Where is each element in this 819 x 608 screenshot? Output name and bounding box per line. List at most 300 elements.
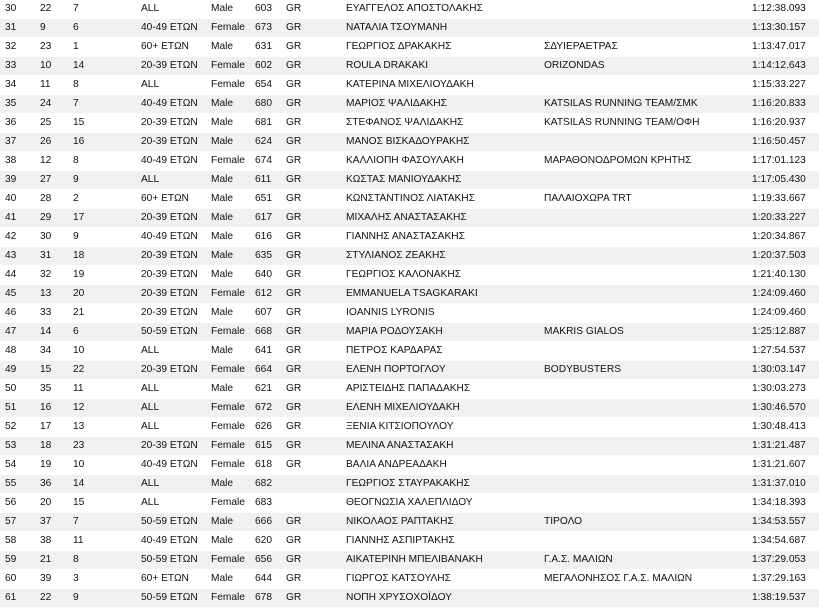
cell-club: [544, 76, 752, 95]
cell-runner-name: ΚΑΛΛΙΟΠΗ ΦΑΣΟΥΛΑΚΗ: [346, 152, 544, 171]
cell-category-position: 22: [73, 361, 141, 380]
cell-overall-position: 30: [0, 0, 40, 19]
cell-club: [544, 133, 752, 152]
cell-gender: Male: [211, 171, 255, 190]
cell-nationality: GR: [286, 152, 346, 171]
cell-nationality: GR: [286, 19, 346, 38]
cell-gender-position: 34: [40, 342, 73, 361]
cell-runner-name: ΕΛΕΝΗ ΠΟΡΤΟΓΛΟΥ: [346, 361, 544, 380]
table-row: [0, 76, 819, 95]
cell-category: ALL: [141, 171, 211, 190]
cell-category: ALL: [141, 418, 211, 437]
cell-runner-name: ΚΩΣΤΑΣ ΜΑΝΙΟΥΔΑΚΗΣ: [346, 171, 544, 190]
table-row: [0, 228, 819, 247]
cell-gender: Female: [211, 285, 255, 304]
cell-runner-name: ΝΑΤΑΛΙΑ ΤΣΟΥΜΑΝΗ: [346, 19, 544, 38]
cell-bib-number: 620: [255, 532, 286, 551]
cell-category: 50-59 ΕΤΩΝ: [141, 323, 211, 342]
cell-category-position: 16: [73, 133, 141, 152]
cell-gender-position: 10: [40, 57, 73, 76]
cell-category-position: 15: [73, 114, 141, 133]
table-row: [0, 285, 819, 304]
cell-category: 60+ ΕΤΩΝ: [141, 570, 211, 589]
cell-overall-position: 31: [0, 19, 40, 38]
cell-overall-position: 48: [0, 342, 40, 361]
cell-gender-position: 30: [40, 228, 73, 247]
cell-gender-position: 29: [40, 209, 73, 228]
cell-finish-time: 1:30:03.147: [752, 361, 819, 380]
cell-club: [544, 437, 752, 456]
cell-nationality: GR: [286, 418, 346, 437]
cell-club: [544, 342, 752, 361]
cell-category-position: 7: [73, 0, 141, 19]
cell-category: 20-39 ΕΤΩΝ: [141, 266, 211, 285]
cell-bib-number: 672: [255, 399, 286, 418]
cell-category-position: 10: [73, 342, 141, 361]
cell-gender: Male: [211, 380, 255, 399]
cell-overall-position: 44: [0, 266, 40, 285]
cell-category: 40-49 ΕΤΩΝ: [141, 532, 211, 551]
cell-bib-number: 615: [255, 437, 286, 456]
cell-gender-position: 38: [40, 532, 73, 551]
cell-nationality: GR: [286, 133, 346, 152]
cell-category-position: 6: [73, 323, 141, 342]
cell-bib-number: 651: [255, 190, 286, 209]
cell-category-position: 17: [73, 209, 141, 228]
cell-gender: Female: [211, 19, 255, 38]
cell-nationality: GR: [286, 342, 346, 361]
cell-gender-position: 9: [40, 19, 73, 38]
cell-category-position: 8: [73, 551, 141, 570]
cell-bib-number: 602: [255, 57, 286, 76]
table-row: [0, 95, 819, 114]
cell-club: [544, 0, 752, 19]
cell-nationality: GR: [286, 266, 346, 285]
cell-nationality: GR: [286, 361, 346, 380]
cell-gender: Male: [211, 342, 255, 361]
cell-finish-time: 1:34:18.393: [752, 494, 819, 513]
cell-gender: Male: [211, 38, 255, 57]
cell-overall-position: 52: [0, 418, 40, 437]
cell-nationality: GR: [286, 513, 346, 532]
cell-finish-time: 1:30:48.413: [752, 418, 819, 437]
cell-category: 20-39 ΕΤΩΝ: [141, 209, 211, 228]
cell-nationality: GR: [286, 532, 346, 551]
cell-category: 20-39 ΕΤΩΝ: [141, 133, 211, 152]
cell-club: [544, 494, 752, 513]
cell-category: 20-39 ΕΤΩΝ: [141, 285, 211, 304]
cell-overall-position: 42: [0, 228, 40, 247]
cell-overall-position: 41: [0, 209, 40, 228]
cell-club: [544, 247, 752, 266]
cell-club: Γ.Α.Σ. ΜΑΛΙΩΝ: [544, 551, 752, 570]
cell-runner-name: ΓΙΑΝΝΗΣ ΑΝΑΣΤΑΣΑΚΗΣ: [346, 228, 544, 247]
table-row: [0, 209, 819, 228]
cell-category-position: 18: [73, 247, 141, 266]
cell-nationality: GR: [286, 380, 346, 399]
cell-overall-position: 58: [0, 532, 40, 551]
cell-category: ALL: [141, 494, 211, 513]
cell-club: [544, 399, 752, 418]
cell-club: [544, 304, 752, 323]
cell-runner-name: ROULA DRAKAKI: [346, 57, 544, 76]
cell-runner-name: ΚΑΤΕΡΙΝΑ ΜΙΧΕΛΙΟΥΔΑΚΗ: [346, 76, 544, 95]
cell-gender-position: 20: [40, 494, 73, 513]
cell-gender-position: 26: [40, 133, 73, 152]
cell-gender-position: 31: [40, 247, 73, 266]
cell-club: [544, 532, 752, 551]
cell-overall-position: 33: [0, 57, 40, 76]
cell-nationality: GR: [286, 209, 346, 228]
cell-finish-time: 1:21:40.130: [752, 266, 819, 285]
cell-finish-time: 1:37:29.163: [752, 570, 819, 589]
cell-gender: Female: [211, 494, 255, 513]
cell-category-position: 12: [73, 399, 141, 418]
table-row: [0, 418, 819, 437]
cell-nationality: GR: [286, 76, 346, 95]
cell-overall-position: 34: [0, 76, 40, 95]
cell-gender-position: 28: [40, 190, 73, 209]
cell-runner-name: ΚΩΝΣΤΑΝΤΙΝΟΣ ΛΙΑΤΑΚΗΣ: [346, 190, 544, 209]
cell-gender: Female: [211, 551, 255, 570]
cell-runner-name: ΑΡΙΣΤΕΙΔΗΣ ΠΑΠΑΔΑΚΗΣ: [346, 380, 544, 399]
cell-club: [544, 171, 752, 190]
cell-category-position: 14: [73, 475, 141, 494]
table-row: [0, 494, 819, 513]
cell-gender-position: 22: [40, 589, 73, 608]
cell-category: ALL: [141, 380, 211, 399]
cell-overall-position: 54: [0, 456, 40, 475]
cell-gender: Male: [211, 570, 255, 589]
cell-club: ΣΔΥΙΕΡΑΕΤΡΑΣ: [544, 38, 752, 57]
cell-overall-position: 35: [0, 95, 40, 114]
cell-category: ALL: [141, 475, 211, 494]
cell-runner-name: IOANNIS LYRONIS: [346, 304, 544, 323]
table-row: [0, 361, 819, 380]
cell-category: 20-39 ΕΤΩΝ: [141, 304, 211, 323]
table-row: [0, 513, 819, 532]
cell-gender: Female: [211, 323, 255, 342]
cell-runner-name: ΒΑΛΙΑ ΑΝΔΡΕΑΔΑΚΗ: [346, 456, 544, 475]
cell-gender: Male: [211, 475, 255, 494]
cell-club: [544, 380, 752, 399]
cell-bib-number: 656: [255, 551, 286, 570]
cell-nationality: GR: [286, 57, 346, 76]
cell-overall-position: 61: [0, 589, 40, 608]
cell-bib-number: 640: [255, 266, 286, 285]
table-row: [0, 247, 819, 266]
cell-overall-position: 37: [0, 133, 40, 152]
cell-bib-number: 681: [255, 114, 286, 133]
cell-category: ALL: [141, 76, 211, 95]
cell-bib-number: 674: [255, 152, 286, 171]
cell-finish-time: 1:34:54.687: [752, 532, 819, 551]
table-row: [0, 57, 819, 76]
cell-gender-position: 19: [40, 456, 73, 475]
cell-club: ΜΑΡΑΘΟΝΟΔΡΟΜΩΝ ΚΡΗΤΗΣ: [544, 152, 752, 171]
cell-gender: Female: [211, 399, 255, 418]
cell-bib-number: 603: [255, 0, 286, 19]
cell-bib-number: 635: [255, 247, 286, 266]
cell-nationality: GR: [286, 95, 346, 114]
table-row: [0, 19, 819, 38]
cell-gender-position: 35: [40, 380, 73, 399]
cell-nationality: GR: [286, 304, 346, 323]
cell-gender-position: 17: [40, 418, 73, 437]
cell-bib-number: 631: [255, 38, 286, 57]
cell-nationality: [286, 475, 346, 494]
cell-runner-name: ΕΥΑΓΓΕΛΟΣ ΑΠΟΣΤΟΛΑΚΗΣ: [346, 0, 544, 19]
cell-bib-number: 666: [255, 513, 286, 532]
cell-club: [544, 475, 752, 494]
cell-gender-position: 33: [40, 304, 73, 323]
cell-category: ALL: [141, 342, 211, 361]
cell-runner-name: ΜΙΧΑΛΗΣ ΑΝΑΣΤΑΣΑΚΗΣ: [346, 209, 544, 228]
cell-club: KATSILAS RUNNING TEAM/ΟΦΗ: [544, 114, 752, 133]
cell-runner-name: ΜΑΝΟΣ ΒΙΣΚΑΔΟΥΡΑΚΗΣ: [346, 133, 544, 152]
cell-overall-position: 59: [0, 551, 40, 570]
cell-gender-position: 25: [40, 114, 73, 133]
cell-bib-number: 617: [255, 209, 286, 228]
cell-overall-position: 40: [0, 190, 40, 209]
cell-finish-time: 1:15:33.227: [752, 76, 819, 95]
table-row: [0, 171, 819, 190]
cell-overall-position: 51: [0, 399, 40, 418]
cell-club: [544, 209, 752, 228]
cell-category: 40-49 ΕΤΩΝ: [141, 228, 211, 247]
cell-finish-time: 1:17:01.123: [752, 152, 819, 171]
cell-finish-time: 1:13:47.017: [752, 38, 819, 57]
cell-bib-number: 644: [255, 570, 286, 589]
table-row: [0, 114, 819, 133]
cell-club: ORIZONDAS: [544, 57, 752, 76]
cell-nationality: GR: [286, 323, 346, 342]
cell-bib-number: 612: [255, 285, 286, 304]
cell-gender-position: 15: [40, 361, 73, 380]
cell-category: 50-59 ΕΤΩΝ: [141, 513, 211, 532]
cell-gender-position: 36: [40, 475, 73, 494]
cell-category-position: 21: [73, 304, 141, 323]
cell-overall-position: 50: [0, 380, 40, 399]
cell-overall-position: 43: [0, 247, 40, 266]
cell-overall-position: 38: [0, 152, 40, 171]
cell-gender: Male: [211, 304, 255, 323]
cell-gender: Male: [211, 133, 255, 152]
cell-gender-position: 18: [40, 437, 73, 456]
cell-nationality: GR: [286, 0, 346, 19]
cell-gender-position: 14: [40, 323, 73, 342]
cell-bib-number: 664: [255, 361, 286, 380]
cell-category: 40-49 ΕΤΩΝ: [141, 456, 211, 475]
cell-overall-position: 36: [0, 114, 40, 133]
cell-overall-position: 39: [0, 171, 40, 190]
cell-club: [544, 228, 752, 247]
cell-bib-number: 680: [255, 95, 286, 114]
cell-category-position: 8: [73, 76, 141, 95]
cell-finish-time: 1:38:19.537: [752, 589, 819, 608]
cell-overall-position: 57: [0, 513, 40, 532]
cell-nationality: GR: [286, 456, 346, 475]
cell-club: ΠΑΛΑΙΟΧΩΡΑ TRT: [544, 190, 752, 209]
cell-runner-name: ΜΑΡΙΑ ΡΟΔΟΥΣΑΚΗ: [346, 323, 544, 342]
cell-category-position: 9: [73, 171, 141, 190]
cell-category-position: 9: [73, 589, 141, 608]
cell-runner-name: ΠΕΤΡΟΣ ΚΑΡΔΑΡΑΣ: [346, 342, 544, 361]
cell-runner-name: ΓΕΩΡΓΙΟΣ ΚΑΛΟΝΑΚΗΣ: [346, 266, 544, 285]
table-row: [0, 342, 819, 361]
cell-bib-number: 678: [255, 589, 286, 608]
cell-category: 20-39 ΕΤΩΝ: [141, 57, 211, 76]
table-row: [0, 532, 819, 551]
cell-category-position: 10: [73, 456, 141, 475]
cell-finish-time: 1:37:29.053: [752, 551, 819, 570]
table-row: [0, 437, 819, 456]
cell-runner-name: ΞΕΝΙΑ ΚΙΤΣΙΟΠΟΥΛΟΥ: [346, 418, 544, 437]
cell-gender-position: 16: [40, 399, 73, 418]
cell-nationality: GR: [286, 228, 346, 247]
cell-gender: Female: [211, 76, 255, 95]
table-row: [0, 399, 819, 418]
cell-gender: Male: [211, 228, 255, 247]
cell-nationality: GR: [286, 285, 346, 304]
cell-category-position: 8: [73, 152, 141, 171]
cell-gender-position: 22: [40, 0, 73, 19]
cell-overall-position: 46: [0, 304, 40, 323]
cell-gender-position: 12: [40, 152, 73, 171]
cell-gender-position: 23: [40, 38, 73, 57]
cell-gender: Male: [211, 247, 255, 266]
cell-club: [544, 285, 752, 304]
cell-runner-name: EMMANUELA TSAGKARAKI: [346, 285, 544, 304]
cell-club: [544, 19, 752, 38]
cell-runner-name: ΜΕΛΙΝΑ ΑΝΑΣΤΑΣΑΚΗ: [346, 437, 544, 456]
cell-bib-number: 641: [255, 342, 286, 361]
table-row: [0, 266, 819, 285]
cell-bib-number: 618: [255, 456, 286, 475]
cell-nationality: GR: [286, 551, 346, 570]
cell-category-position: 14: [73, 57, 141, 76]
cell-overall-position: 56: [0, 494, 40, 513]
cell-finish-time: 1:25:12.887: [752, 323, 819, 342]
cell-gender: Female: [211, 152, 255, 171]
cell-gender-position: 24: [40, 95, 73, 114]
cell-category: 20-39 ΕΤΩΝ: [141, 247, 211, 266]
cell-bib-number: 673: [255, 19, 286, 38]
cell-nationality: GR: [286, 589, 346, 608]
cell-category: 40-49 ΕΤΩΝ: [141, 19, 211, 38]
cell-category: 40-49 ΕΤΩΝ: [141, 95, 211, 114]
cell-nationality: GR: [286, 171, 346, 190]
cell-finish-time: 1:20:33.227: [752, 209, 819, 228]
cell-finish-time: 1:12:38.093: [752, 0, 819, 19]
cell-gender: Male: [211, 190, 255, 209]
cell-overall-position: 60: [0, 570, 40, 589]
cell-club: ΜΕΓΑΛΟΝΗΣΟΣ Γ.Α.Σ. ΜΑΛΙΩΝ: [544, 570, 752, 589]
cell-bib-number: 607: [255, 304, 286, 323]
cell-overall-position: 47: [0, 323, 40, 342]
cell-nationality: GR: [286, 437, 346, 456]
cell-nationality: GR: [286, 570, 346, 589]
cell-finish-time: 1:34:53.557: [752, 513, 819, 532]
cell-runner-name: ΘΕΟΓΝΩΣΙΑ ΧΑΛΕΠΛΙΔΟΥ: [346, 494, 544, 513]
cell-club: MAKRIS GIALOS: [544, 323, 752, 342]
cell-bib-number: 683: [255, 494, 286, 513]
cell-finish-time: 1:31:21.487: [752, 437, 819, 456]
cell-gender: Male: [211, 513, 255, 532]
cell-category: 60+ ΕΤΩΝ: [141, 38, 211, 57]
cell-club: KATSILAS RUNNING TEAM/ΣΜΚ: [544, 95, 752, 114]
cell-category-position: 7: [73, 513, 141, 532]
cell-nationality: [286, 494, 346, 513]
cell-gender: Male: [211, 209, 255, 228]
cell-club: BODYBUSTERS: [544, 361, 752, 380]
cell-runner-name: ΓΙΑΝΝΗΣ ΑΣΠΙΡΤΑΚΗΣ: [346, 532, 544, 551]
cell-gender: Male: [211, 114, 255, 133]
cell-finish-time: 1:14:12.643: [752, 57, 819, 76]
cell-gender-position: 27: [40, 171, 73, 190]
cell-gender-position: 37: [40, 513, 73, 532]
cell-gender: Female: [211, 589, 255, 608]
cell-club: [544, 418, 752, 437]
cell-gender: Female: [211, 418, 255, 437]
cell-runner-name: ΣΤΕΦΑΝΟΣ ΨΑΛΙΔΑΚΗΣ: [346, 114, 544, 133]
cell-runner-name: ΜΑΡΙΟΣ ΨΑΛΙΔΑΚΗΣ: [346, 95, 544, 114]
table-row: [0, 456, 819, 475]
cell-finish-time: 1:30:03.273: [752, 380, 819, 399]
cell-category: 50-59 ΕΤΩΝ: [141, 551, 211, 570]
cell-gender-position: 39: [40, 570, 73, 589]
cell-nationality: GR: [286, 190, 346, 209]
cell-gender: Male: [211, 0, 255, 19]
cell-runner-name: ΓΕΩΡΓΙΟΣ ΔΡΑΚΑΚΗΣ: [346, 38, 544, 57]
cell-gender: Male: [211, 532, 255, 551]
table-row: [0, 570, 819, 589]
cell-club: [544, 589, 752, 608]
cell-club: [544, 456, 752, 475]
table-row: [0, 133, 819, 152]
cell-category: 20-39 ΕΤΩΝ: [141, 361, 211, 380]
cell-finish-time: 1:16:20.833: [752, 95, 819, 114]
cell-club: ΤΙΡΟΛΟ: [544, 513, 752, 532]
cell-runner-name: ΝΙΚΟΛΑΟΣ ΡΑΠΤΑΚΗΣ: [346, 513, 544, 532]
table-row: [0, 323, 819, 342]
cell-category-position: 11: [73, 380, 141, 399]
table-row: [0, 190, 819, 209]
cell-nationality: GR: [286, 38, 346, 57]
cell-bib-number: 621: [255, 380, 286, 399]
cell-category-position: 13: [73, 418, 141, 437]
cell-category-position: 6: [73, 19, 141, 38]
cell-gender-position: 11: [40, 76, 73, 95]
cell-club: [544, 266, 752, 285]
cell-finish-time: 1:20:34.867: [752, 228, 819, 247]
cell-finish-time: 1:13:30.157: [752, 19, 819, 38]
cell-finish-time: 1:19:33.667: [752, 190, 819, 209]
cell-bib-number: 654: [255, 76, 286, 95]
cell-bib-number: 682: [255, 475, 286, 494]
cell-runner-name: ΓΙΩΡΓΟΣ ΚΑΤΣΟΥΛΗΣ: [346, 570, 544, 589]
table-row: [0, 304, 819, 323]
cell-finish-time: 1:27:54.537: [752, 342, 819, 361]
cell-runner-name: ΓΕΩΡΓΙΟΣ ΣΤΑΥΡΑΚΑΚΗΣ: [346, 475, 544, 494]
cell-finish-time: 1:17:05.430: [752, 171, 819, 190]
cell-category: ALL: [141, 0, 211, 19]
cell-bib-number: 668: [255, 323, 286, 342]
cell-bib-number: 611: [255, 171, 286, 190]
cell-finish-time: 1:31:21.607: [752, 456, 819, 475]
table-row: [0, 0, 819, 19]
cell-category-position: 1: [73, 38, 141, 57]
